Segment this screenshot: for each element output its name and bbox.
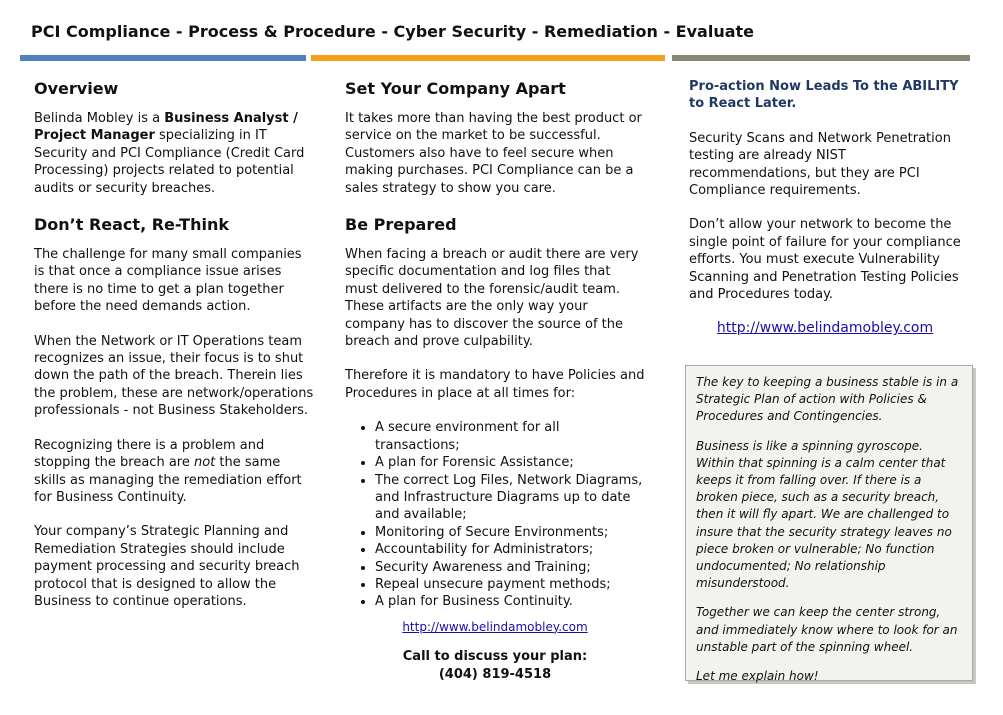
overview-text-pre: Belinda Mobley is a xyxy=(34,111,165,126)
therefore-paragraph: Therefore it is mandatory to have Policies and Procedures in place at all times for: xyxy=(345,368,645,401)
requirements-list xyxy=(345,419,645,610)
phone-number: (404) 819-4518 xyxy=(438,666,552,682)
rethink-paragraph-3 xyxy=(34,437,316,507)
right-paragraph-2: Don’t allow your network to become the single point of failure for your compliance efforts. You must execute Vulnerability Scanning and Penetration Testing Policies and Procedures today. xyxy=(689,217,961,303)
list-item: • Monitoring of Secure Environments; xyxy=(375,524,645,541)
be-prepared-heading: Be Prepared xyxy=(345,215,457,235)
column-middle xyxy=(345,78,645,683)
call-to-action xyxy=(345,648,645,683)
list-item: • Repeal unsecure payment methods; xyxy=(375,576,645,593)
quote-paragraph-4: Let me explain how! xyxy=(696,669,819,684)
pro-action-lead: Pro-action Now Leads To the ABILITY to React Later. xyxy=(689,79,959,112)
website-link-right[interactable]: http://www.belindamobley.com xyxy=(716,320,934,337)
quote-box xyxy=(685,365,973,684)
website-link-wrap xyxy=(345,619,645,636)
list-item: • The correct Log Files, Network Diagrams, and Infrastructure Diagrams up to date and available; xyxy=(375,472,645,524)
website-link-middle[interactable]: http://www.belindamobley.com xyxy=(402,619,588,634)
divider-bar-blue xyxy=(20,55,306,61)
divider-bar-gray xyxy=(672,55,970,61)
website-link-wrap-right xyxy=(689,320,961,337)
p3-em: not xyxy=(193,455,216,471)
rethink-heading: Don’t React, Re-Think xyxy=(34,215,229,235)
overview-text-bold: Business Analyst / Project Manager xyxy=(34,111,298,144)
be-prepared-paragraph: When facing a breach or audit there are very specific documentation and log files that must delivered to the forensic/audit team. These artifacts are the only way your company has to discover the source of the breach and prove culpability. xyxy=(345,247,639,350)
quote-paragraph-1: The key to keeping a business stable is in a Strategic Plan of action with Policies & Procedures and Contingencies. xyxy=(696,375,959,424)
overview-heading: Overview xyxy=(34,79,119,98)
overview-text-post: specializing in IT Security and PCI Compliance (Credit Card Processing) projects related to potential audits or security breaches. xyxy=(34,128,305,196)
call-label: Call to discuss your plan: xyxy=(402,649,588,665)
rethink-paragraph-1: The challenge for many small companies is that once a compliance issue arises there is no time to get a plan together before the need demands action. xyxy=(34,247,302,315)
set-apart-heading: Set Your Company Apart xyxy=(345,79,566,98)
overview-paragraph xyxy=(34,110,316,197)
quote-paragraph-3: Together we can keep the center strong, and immediately know where to look for an unstable part of the spinning wheel. xyxy=(696,605,958,654)
list-item: • A secure environment for all transactions; xyxy=(375,419,645,454)
list-item: • A plan for Business Continuity. xyxy=(375,593,645,610)
column-left xyxy=(34,78,316,627)
list-item: • Security Awareness and Training; xyxy=(375,559,645,576)
rethink-paragraph-4: Your company’s Strategic Planning and Remediation Strategies should include payment processing and security breach protocol that is designed to allow the Business to continue operations. xyxy=(34,524,300,609)
p3-post: the same skills as managing the remediation effort for Business Continuity. xyxy=(34,455,302,505)
list-item: • Accountability for Administrators; xyxy=(375,541,645,558)
right-paragraph-1: Security Scans and Network Penetration testing are already NIST recommendations, but they are PCI Compliance requirements. xyxy=(689,130,951,199)
divider-bar-orange xyxy=(311,55,665,61)
rethink-paragraph-2: When the Network or IT Operations team recognizes an issue, their focus is to shut down the path of the breach. Therein lies the problem, these are network/operations professionals - not Business Stakeholders. xyxy=(34,333,314,419)
quote-paragraph-2: Business is like a spinning gyroscope. Within that spinning is a calm center that keeps it from falling over. If there is a broken piece, such as a security breach, then it will fly apart. We are challenged to insure that the security strategy leaves no piece broken or vulnerable; No function undocumented; No relationship misunderstood. xyxy=(696,438,952,591)
p3-pre: Recognizing there is a problem and stopping the breach are xyxy=(34,437,265,471)
set-apart-paragraph: It takes more than having the best product or service on the market to be successful. Customers also have to feel secure when making purchases. PCI Compliance can be a sales strategy to show you care. xyxy=(345,111,642,196)
column-right xyxy=(689,78,961,338)
page-title: PCI Compliance - Process & Procedure - Cyber Security - Remediation - Evaluate xyxy=(31,22,754,41)
list-item: • A plan for Forensic Assistance; xyxy=(375,454,645,471)
